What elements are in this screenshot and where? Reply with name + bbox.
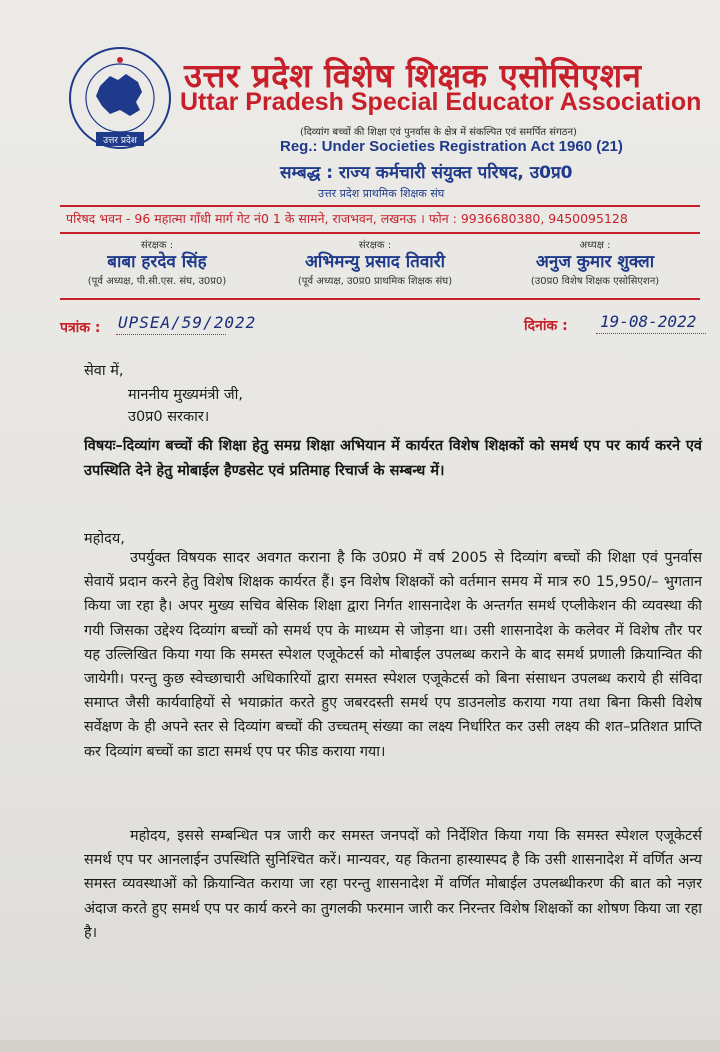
page-bottom-edge (0, 1040, 720, 1052)
registration-line: Reg.: Under Societies Registration Act 1960 (21) (280, 138, 623, 155)
president-designation: (उ0प्र0 विशेष शिक्षक एसोसिएशन) (530, 276, 660, 287)
letter-subject: विषयः–दिव्यांग बच्चों की शिक्षा हेतु समग्र शिक्षा अभियान में कार्यरत विशेष शिक्षकों को समर्थ एप पर कार्य करने एवं उपस्थिति देने हेतु मोबाईल हैण्डसेट एवं प्रतिमाह रिचार्ज के सम्बन्ध में। (84, 438, 702, 479)
header-divider (60, 205, 700, 207)
association-tagline: (दिव्यांग बच्चों की शिक्षा एवं पुनर्वास के क्षेत्र में संकल्पित एवं समर्पित संगठन) (300, 127, 577, 138)
address-line: परिषद भवन - 96 महात्मा गाँधी मार्ग गेट नं0 1 के सामने, राजभवन, लखनऊ । फोन : 9936680380, 9450095128 (66, 211, 628, 226)
association-logo (66, 46, 174, 156)
reference-number: UPSEA/59/2022 (118, 313, 257, 332)
patron-2 (270, 237, 480, 287)
association-title-hindi: उत्तर प्रदेश विशेष शिक्षक एसोसिएशन (184, 56, 642, 95)
patron-name: अभिमन्यु प्रसाद तिवारी (304, 252, 446, 272)
association-title-english: Uttar Pradesh Special Educator Association (180, 88, 702, 116)
date-value: 19-08-2022 (600, 312, 697, 331)
recipient-line-3: उ0प्र0 सरकार। (128, 409, 210, 425)
president-role: अध्यक्ष : (579, 240, 611, 251)
reference-underline (116, 334, 226, 335)
reference-label: पत्रांक : (60, 320, 101, 336)
date-underline (596, 333, 706, 334)
address-divider (60, 232, 700, 234)
recipient-line-2: माननीय मुख्यमंत्री जी, (128, 387, 244, 403)
salutation: महोदय, (84, 531, 125, 547)
president (500, 237, 690, 287)
recipient-line-1: सेवा में, (84, 363, 124, 379)
patron-designation: (पूर्व अध्यक्ष, उ0प्र0 प्राथमिक शिक्षक संघ) (297, 276, 453, 287)
patrons-divider (60, 298, 700, 300)
president-name: अनुज कुमार शुक्ला (535, 252, 655, 272)
sangh-line: उत्तर प्रदेश प्राथमिक शिक्षक संघ (318, 187, 445, 200)
date-label: दिनांक : (524, 318, 568, 334)
logo-state-label: उत्तर प्रदेश (103, 136, 137, 146)
patron-1 (62, 237, 252, 287)
paragraph-2: महोदय, इससे सम्बन्धित पत्र जारी कर समस्त जनपदों को निर्देशित किया गया कि समस्त स्पेशल एजूकेटर्स समर्थ एप पर आनलाईन उपस्थिति सुनिश्चित करें। मान्यवर, यह कितना हास्यास्पद है कि उसी शासनादेश में वर्णित अन्य समस्त व्यवस्थाओं को क्रियान्वित कराया जा रहा परन्तु शासनादेश में वर्णित मोबाईल उपलब्धीकरण की बात को नज़र अंदाज करते हुए समर्थ एप पर कार्य करने का तुगलकी फरमान जारी कर निरन्तर विशेष शिक्षकों का शोषण किया जा रहा है। (84, 828, 702, 941)
paragraph-1: उपर्युक्त विषयक सादर अवगत कराना है कि उ0प्र0 में वर्ष 2005 से दिव्यांग बच्चों की शिक्षा एवं पुनर्वास सेवायें प्रदान करने हेतु विशेष शिक्षक कार्यरत हैं। इन विशेष शिक्षकों को वर्तमान समय में मात्र रु0 15,950/– भुगतान किया जा रहा है। अपर मुख्य सचिव बेसिक शिक्षा द्वारा निर्गत शासनादेश के अन्तर्गत समर्थ एप्लीकेशन की व्यवस्था की गयी जिसका उद्देश्य दिव्यांग बच्चों को समर्थ एप के माध्यम से जोड़ना था। उसी शासनादेश के कलेवर में विशेष तौर पर यह उल्लिखित किया गया कि समस्त स्पेशल एजूकेटर्स को मोबाईल उपलब्ध कराने के बाद समर्थ प्रणाली क्रियान्वित की जायेगी। परन्तु कुछ स्वेच्छाचारी अधिकारियों द्वारा समस्त स्पेशल एजूकेटर्स को बिना संसाधन उपलब्ध कराये ही संविदा समाप्त जैसी कार्यवाहियों से भयाक्रांत करते हुए जबरदस्ती समर्थ एप डाउनलोड कराया गया तथा बिना किसी विशेष सर्वेक्षण के ही अपने स्तर से दिव्यांग बच्चों की उच्चतम् संख्या का लक्ष्य निर्धारित कर उसी लक्ष्य की शत–प्रतिशत प्राप्ति कर दिव्यांग बच्चों का डाटा समर्थ एप पर फीड कराया गया। (84, 550, 702, 760)
patron-designation: (पूर्व अध्यक्ष, पी.सी.एस. संघ, उ0प्र0) (87, 276, 227, 287)
patron-role: संरक्षक : (358, 240, 392, 251)
patron-role: संरक्षक : (140, 240, 174, 251)
patron-name: बाबा हरदेव सिंह (107, 252, 207, 272)
affiliation-line: सम्बद्ध : राज्य कर्मचारी संयुक्त परिषद, उ0प्र0 (280, 163, 573, 183)
